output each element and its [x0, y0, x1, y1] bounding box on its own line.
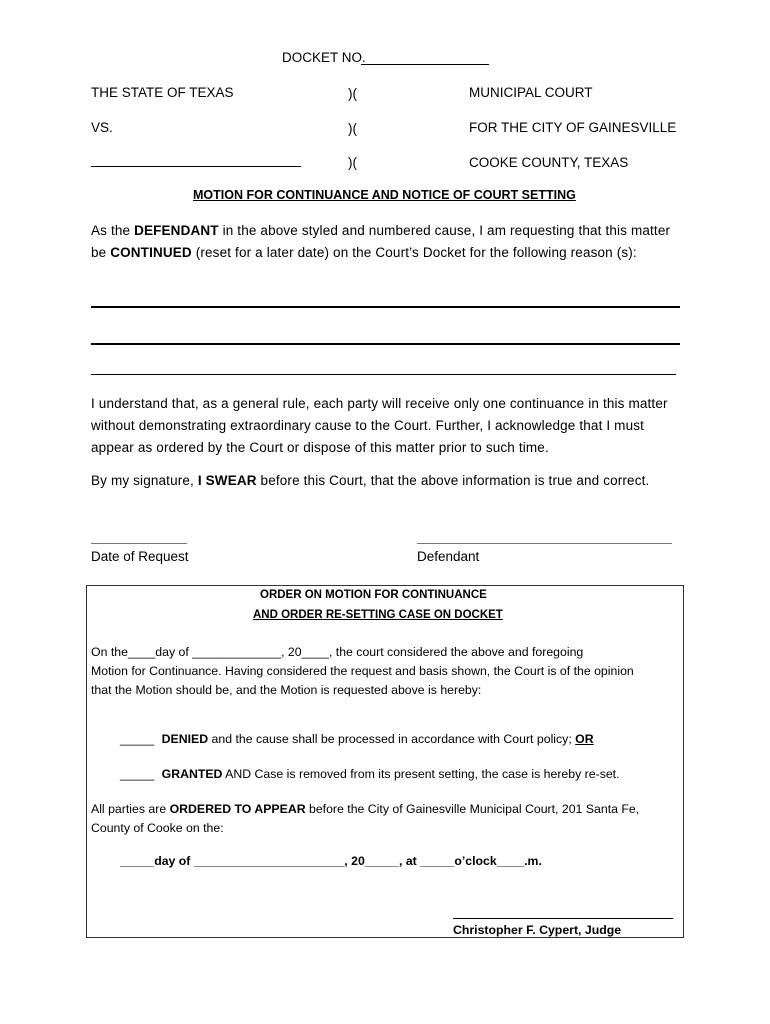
swear-emphasis: I SWEAR [197, 473, 257, 488]
text-segment: All parties are [91, 802, 170, 816]
paragraph-line: County of Cooke on the: [91, 821, 224, 835]
date-signature-line[interactable] [91, 543, 187, 544]
text-segment: before the City of Gainesville Municipal Court, 201 Santa Fe, [305, 802, 640, 816]
court-county: COOKE COUNTY, TEXAS [469, 155, 629, 170]
judge-name: Christopher F. Cypert, Judge [453, 923, 622, 937]
text-segment: As the [91, 223, 135, 238]
order-section [86, 585, 684, 938]
docket-number-field[interactable] [361, 64, 489, 65]
text-segment: (reset for a later date) on the Court’s Docket for the following reason (s): [191, 245, 637, 260]
acknowledgment-paragraph [91, 393, 668, 459]
reason-line-1[interactable] [91, 306, 680, 308]
denied-option[interactable] [120, 732, 594, 746]
denied-text: and the cause shall be processed in accordance with Court policy; [208, 732, 576, 746]
separator-3: )( [348, 155, 357, 170]
defendant-emphasis: DEFENDANT [134, 223, 219, 238]
defendant-signature-line[interactable] [417, 543, 672, 544]
sworn-statement [91, 470, 649, 492]
text-segment: be [91, 245, 111, 260]
defendant-name-field[interactable] [91, 166, 301, 167]
court-name: MUNICIPAL COURT [469, 85, 593, 100]
paragraph-line: without demonstrating extraordinary cause to the Court. Further, I acknowledge that I must [91, 418, 645, 433]
appearance-order-paragraph [91, 800, 639, 838]
order-findings-paragraph [91, 643, 634, 700]
paragraph-line: appear as ordered by the Court or dispose of this matter prior to such time. [91, 440, 549, 455]
motion-title: MOTION FOR CONTINUANCE AND NOTICE OF COURT SETTING [193, 188, 576, 202]
reason-line-2[interactable] [91, 343, 680, 345]
paragraph-line: that the Motion should be, and the Motion is requested above is hereby: [91, 683, 482, 697]
granted-label: GRANTED [161, 767, 223, 781]
party-vs: VS. [91, 120, 113, 135]
denied-checkbox-blank[interactable]: _____ [120, 732, 155, 746]
docket-label [282, 50, 366, 65]
text-segment: By my signature, [91, 473, 198, 488]
setting-date-line[interactable]: _____day of ______________________, 20_____, at _____o’clock____.m. [120, 854, 542, 868]
granted-checkbox-blank[interactable]: _____ [120, 767, 155, 781]
ordered-to-appear-emphasis: ORDERED TO APPEAR [169, 802, 306, 816]
granted-text: AND Case is removed from its present setting, the case is hereby re-set. [222, 767, 620, 781]
continued-emphasis: CONTINUED [110, 245, 192, 260]
denied-label: DENIED [161, 732, 209, 746]
reason-line-3[interactable] [91, 374, 676, 375]
date-of-request-label: Date of Request [91, 549, 189, 564]
separator-2: )( [348, 121, 357, 136]
paragraph-line: Motion for Continuance. Having considered the request and basis shown, the Court is of the opinion [91, 664, 634, 678]
text-segment: before this Court, that the above information is true and correct. [256, 473, 650, 488]
paragraph-line: I understand that, as a general rule, each party will receive only one continuance in this matter [91, 396, 668, 411]
or-label: OR [575, 732, 594, 746]
docket-label-text: DOCKET NO. [282, 50, 366, 65]
granted-option[interactable] [120, 767, 620, 781]
paragraph-line: On the____day of _____________, 20____, the court considered the above and foregoing [91, 645, 584, 659]
defendant-label: Defendant [417, 549, 480, 564]
separator-1: )( [348, 86, 357, 101]
text-segment: in the above styled and numbered cause, I am requesting that this matter [218, 223, 671, 238]
court-city: FOR THE CITY OF GAINESVILLE [469, 120, 677, 135]
judge-signature-line[interactable] [453, 918, 673, 919]
party-state: THE STATE OF TEXAS [91, 85, 234, 100]
order-title-2: AND ORDER RE-SETTING CASE ON DOCKET [253, 609, 503, 621]
order-title-1: ORDER ON MOTION FOR CONTINUANCE [260, 589, 487, 601]
motion-request-paragraph [91, 220, 670, 264]
